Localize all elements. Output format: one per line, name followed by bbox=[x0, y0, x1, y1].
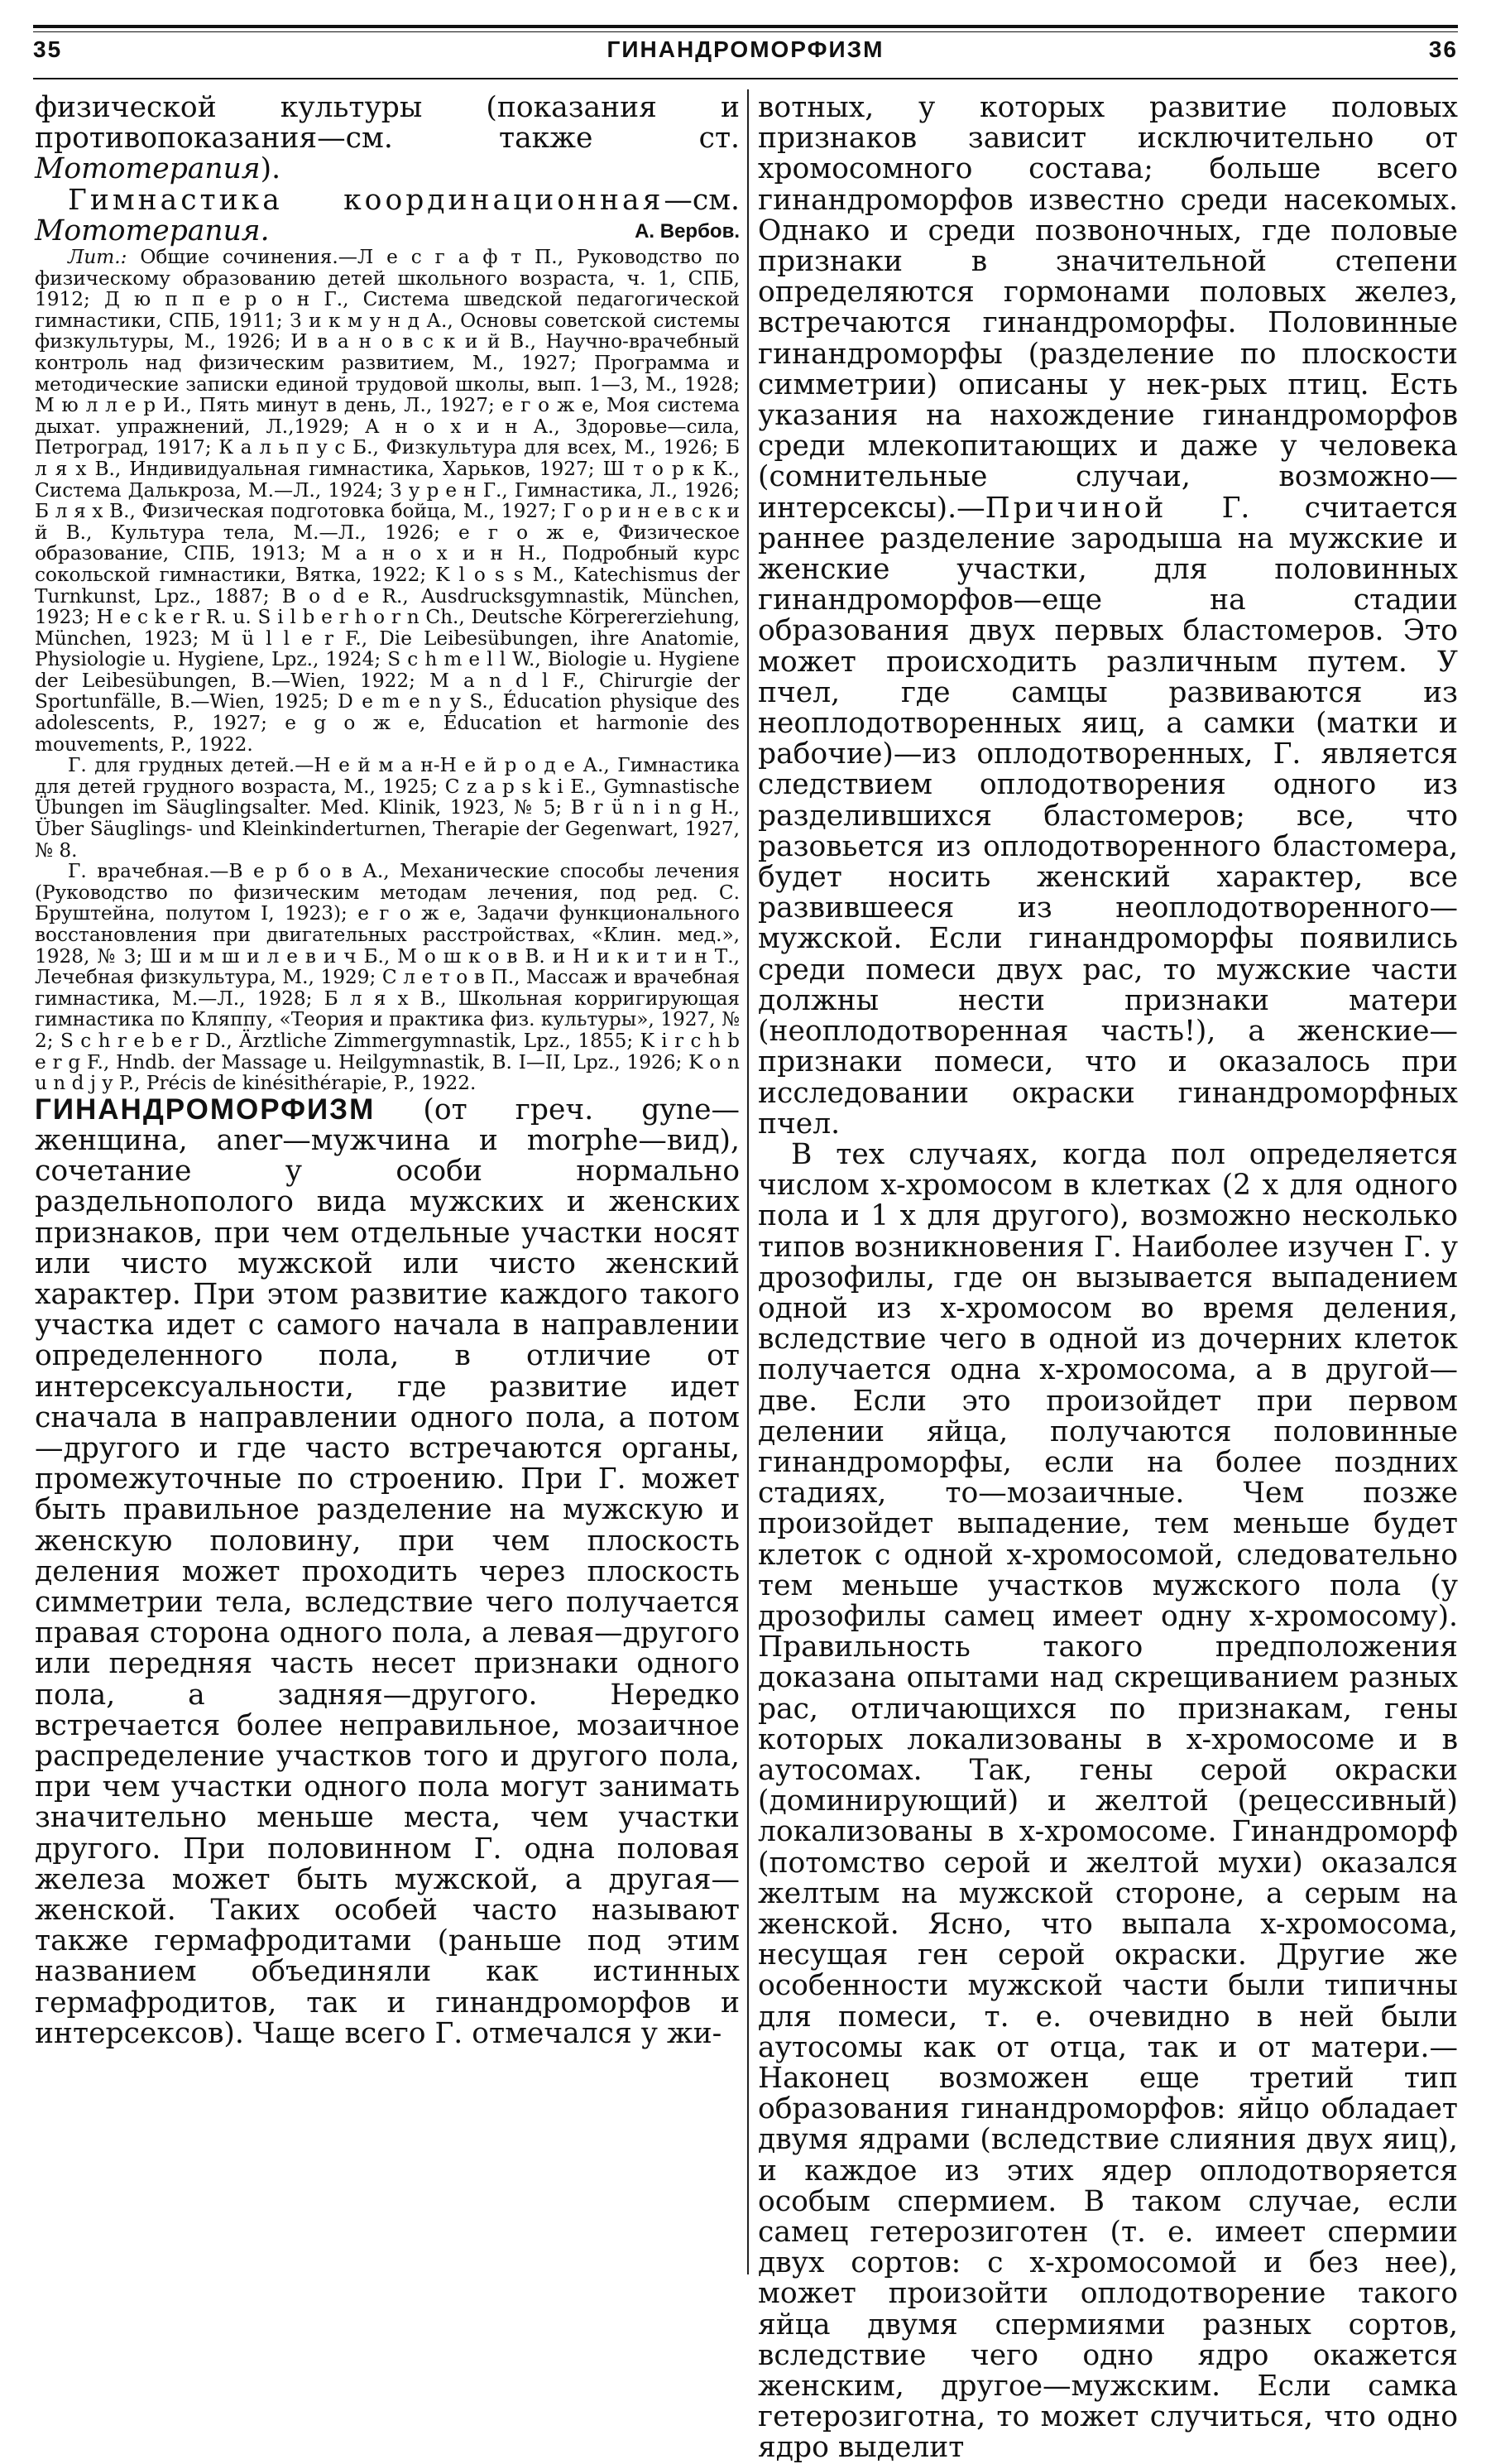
right-column bbox=[758, 93, 1458, 2464]
top-rule-thin bbox=[33, 31, 1458, 32]
emphasis-spaced: Причиной bbox=[985, 491, 1167, 525]
left-column bbox=[35, 93, 740, 2049]
text-run: см. bbox=[692, 183, 740, 217]
literature-text: Г. врачебная.—В е р б о в А., Механические способы лечения (Руководство по физическим методам лечения, под ред. С. Бруштейна, полутом I, 1923); е г о ж е, Задачи функционального восстановления при двигательных расстройствах, «Клин. мед.», 1928, № 3; Ш и м ш и л е в и ч Б., М о ш к о в В. и Н и к и т и н Т., Лечебная физкультура, М., 1929; С л е т о в П., Массаж и врачебная гимнастика, М.—Л., 1928; Б л я х В., Школьная корригирующая гимнастика по Кляппу, «Теория и практика физ. культуры», 1927, № 2; S c h r e b e r D., Ärztliche Zimmergymnastik, Lpz., 1855; K i r c h b e r g F., Hndb. der Massage u. Heilgymnastik, B. I—II, Lpz., 1926; K o n u n d j y P., Précis de kinésithérapie, P., 1922. bbox=[35, 860, 740, 1095]
entry-coordination-gymnastics bbox=[35, 185, 740, 247]
text-run: — bbox=[664, 183, 693, 217]
literature-label: Лит.: bbox=[68, 246, 127, 269]
text-run: ). bbox=[260, 152, 281, 186]
article-author: А. Вербов. bbox=[635, 219, 740, 243]
page-number-right: 36 bbox=[1428, 36, 1458, 62]
column-divider bbox=[747, 89, 749, 2274]
text-run: вотных, у которых развитие половых признаков зависит исключительно от хромосомного состава; больше всего гинандроморфов известно среди насекомых. Однако и среди позвоночных, где половые признаки в значительной степени определяются гормонами половых желез, встречаются гинандроморфы. Половинные гинандроморфы (разделение по плоскости симметрии) описаны у нек-рых птиц. Есть указания на нахождение гинандроморфов среди млекопитающих и даже у человека (сомнительные случаи, возможно—интерсексы).— bbox=[758, 91, 1458, 525]
running-title: ГИНАНДРОМОРФИЗМ bbox=[606, 36, 885, 62]
entry-gynandromorphism bbox=[35, 1094, 740, 2049]
cross-reference: Мототерапия. bbox=[35, 214, 270, 247]
entry-heading: ГИНАНДРОМОРФИЗМ bbox=[35, 1093, 376, 1126]
text-run: В тех случаях, когда пол определяется числом x-хромосом в клетках (2 x для одного пола и 1 x для другого), возможно несколько типов возникновения Г. Наиболее изучен Г. у дрозофилы, где он вызывается выпадением одной из x-хромосом во время деления, вследствие чего в одной из дочерних клеток получается одна x-хромосома, а в другой—две. Если это произойдет при первом делении яйца, получаются половинные гинандроморфы, если на более поздних стадиях, то—мозаичные. Чем позже произойдет выпадение, тем меньше будет клеток с одной x-хромосомой, следовательно тем меньше участков мужского пола (у дрозофилы самец имеет одну x-хромосому). Правильность такого предположения доказана опытами над скрещиванием разных рас, отличающихся по признакам, гены которых локализованы в x-хромосоме и в аутосомах. Так, гены серой окраски (доминирующий) и желтой (рецессивный) локализованы в x-хромосоме. Гинандроморф (потомство серой и желтой мухи) оказался желтым на мужской стороне, а серым на женской. Ясно, что выпала x-хромосома, несущая ген серой окраски. Другие же особенности мужской части были типичны для помеси, т. е. очевидно в ней были аутосомы как от отца, так и от матери.—Наконец возможен еще третий тип образования гинандроморфов: яйцо обладает двумя ядрами (вследствие слияния двух яиц), и каждое из этих ядер оплодотворяется особым спермием. В таком случае, если самец гетерозиготен (т. е. имеет спермии двух сортов: с x-хромосомой и без нее), может произойти оплодотворение такого яйца двумя спермиями разных сортов, вследствие чего одно ядро окажется женским, другое—мужским. Если самка гетерозиготна, то может случиться, что одно ядро выделит bbox=[758, 1137, 1458, 2464]
top-rule bbox=[33, 25, 1458, 28]
entry-text: (от греч. gyne—женщина, aner—мужчина и morphe—вид), сочетание у особи нормально раздельнополого вида мужских и женских признаков, при чем отдельные участки носят или чисто мужской или чисто женский характер. При этом развитие каждого такого участка идет с самого начала в направлении определенного пола, в отличие от интерсексуальности, где развитие идет сначала в направлении одного пола, а потом—другого и где часто встречаются органы, промежуточные по строению. При Г. может быть правильное разделение на мужскую и женскую половину, при чем плоскость деления может проходить через плоскость симметрии тела, вследствие чего получается правая сторона одного пола, а левая—другого или передняя часть несет признаки одного пола, а задняя—другого. Нередко встречается более неправильное, мозаичное распределение участков того и другого пола, при чем участки одного пола могут занимать значительно меньше места, чем участки другого. При половинном Г. одна половая железа может быть мужской, а другая—женской. Таких особей часто называют также гермафродитами (раньше под этим названием объединяли как истинных гермафродитов, так и гинандроморфов и интерсексов). Чаще всего Г. отмечался у жи- bbox=[35, 1093, 740, 2050]
header-rule bbox=[33, 78, 1458, 79]
entry-heading: Гимнастика координационная bbox=[68, 183, 664, 217]
text-run: Г. считается раннее разделение зародыша на мужские и женские участки, для половинных гинандроморфов—еще на стадии образования двух первых бластомеров. Это может происходить различным путем. У пчел, где самцы развиваются из неоплодотворенных яиц, а самки (матки и рабочие)—из оплодотворенных, Г. является следствием оплодотворения одного из разделившихся бластомеров; все, что разовьется из оплодотворенного бластомера, будет носить женский характер, все развившееся из неоплодотворенного—мужской. Если гинандроморфы появились среди помеси двух рас, то мужские части должны нести признаки матери (неоплодотворенная часть!), а женские—признаки помеси, что и оказалось при исследовании окраски гинандроморфных пчел. bbox=[758, 491, 1458, 1141]
literature-general bbox=[35, 247, 740, 755]
literature-infants bbox=[35, 755, 740, 861]
literature-text: Г. для грудных детей.—Н е й м а н-Н е й р о д е А., Гимнастика для детей грудного возраста, М., 1925; C z a p s k i E., Gymnastische Übungen im Säuglingsalter. Med. Klinik, 1923, № 5; B r ü n i n g H., Über Säuglings- und Kleinkinderturnen, Therapie der Gegenwart, 1927, № 8. bbox=[35, 754, 740, 862]
paragraph-x-chromosome bbox=[758, 1137, 1458, 2464]
continuation-paragraph bbox=[758, 93, 1458, 1140]
running-header bbox=[33, 36, 1458, 70]
page-number-left: 35 bbox=[33, 36, 63, 62]
physical-culture-tail bbox=[35, 93, 740, 185]
text-run: физической культуры (показания и противопоказания—см. также ст. bbox=[35, 91, 740, 156]
cross-reference: Мототерапия bbox=[35, 152, 261, 186]
literature-text: Общие сочинения.—Л е с г а ф т П., Руководство по физическому образованию детей школьного возраста, ч. 1, СПБ, 1912; Д ю п п е р о н Г., Система шведской педагогической гимнастики, СПБ, 1911; З и к м у н д А., Основы советской системы физкультуры, М., 1926; И в а н о в с к и й В., Научно-врачебный контроль над физическим развитием, М., 1927; Программа и методические записки единой трудовой школы, вып. 1—3, М., 1928; М ю л л е р И., Пять минут в день, Л., 1927; е г о ж е, Моя система дыхат. упражнений, Л.,1929; А н о х и н А., Здоровье—сила, Петроград, 1917; К а л ь п у с Б., Физкультура для всех, М., 1926; Б л я х В., Индивидуальная гимнастика, Харьков, 1927; Ш т о р к К., Система Далькроза, М.—Л., 1924; З у р е н Г., Гимнастика, Л., 1926; Б л я х В., Физическая подготовка бойца, М., 1927; Г о р и н е в с к и й В., Культура тела, М.—Л., 1926; е г о ж е, Физическое образование, СПБ, 1913; М а н о х и н Н., Подробный курс сокольской гимнастики, Вятка, 1922; K l o s s M., Katechismus der Turnkunst, Lpz., 1887; B o d e R., Ausdrucksgymnastik, München, 1923; H e c k e r R. u. S i l b e r h o r n Ch., Deutsche Körpererziehung, München, 1923; M ü l l e r F., Die Leibesübungen, ihre Anatomie, Physiologie u. Hygiene, Lpz., 1924; S c h m e l l W., Biologie u. Hygiene der Leibesübungen, B.—Wien, 1922; M a n d l F., Chirurgie der Sportunfälle, B.—Wien, 1925; D e m e n y S., Éducation physique des adolescents, P., 1927; e g o ж е, Éducation et harmonie des mouvements, P., 1922. bbox=[35, 246, 740, 756]
literature-medical bbox=[35, 861, 740, 1094]
